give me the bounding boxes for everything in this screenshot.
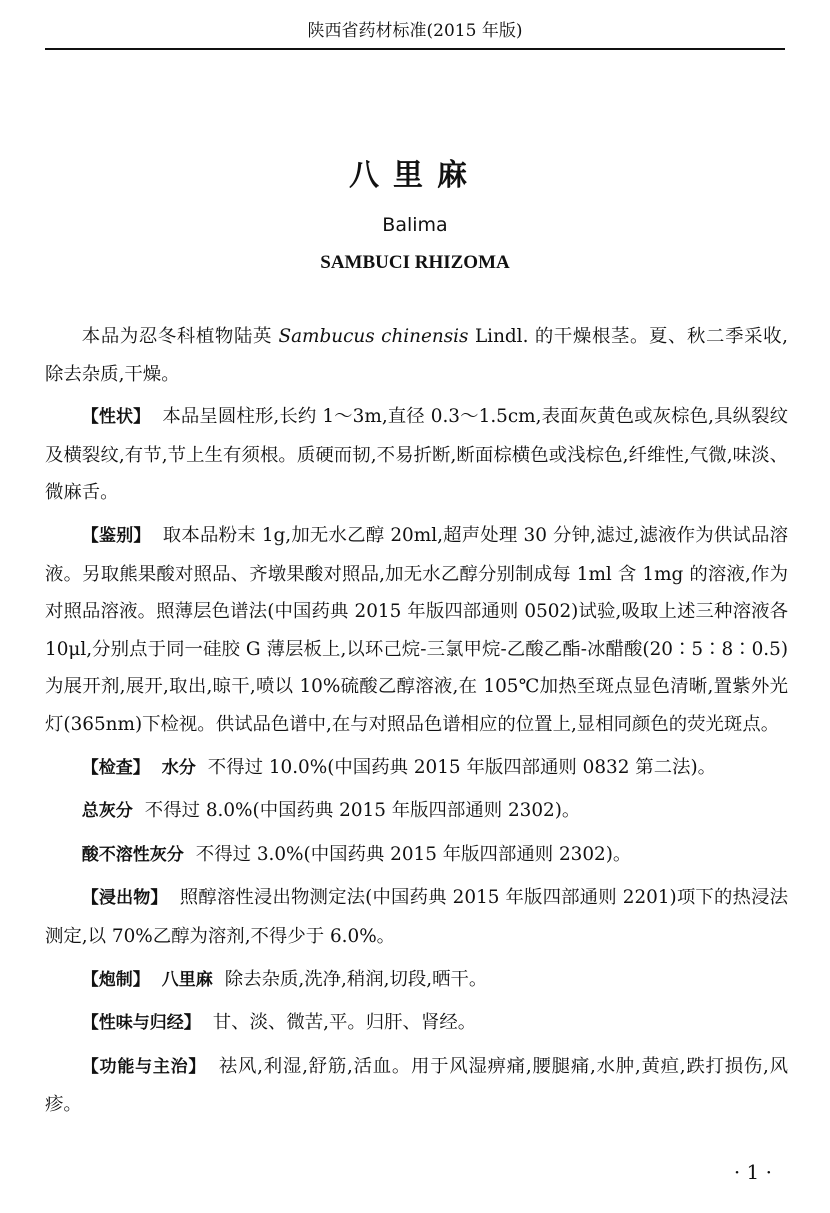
water-label: 水分 xyxy=(161,757,196,778)
total-ash-line xyxy=(45,792,788,831)
section-label: 【功能与主治】 xyxy=(81,1056,207,1077)
section-text: 取本品粉末 1g,加无水乙醇 20ml,超声处理 30 分钟,滤过,滤液作为供试品溶液。另取熊果酸对照品、齐墩果酸对照品,加无水乙醇分别制成每 1ml 含 1mg 的溶液,作为对照品溶液。照薄层色谱法(中国药典 2015 年版四部通则 0502)试验,吸取上述三种溶液各 10μl,分别点于同一硅胶 G 薄层板上,以环己烷-三氯甲烷-乙酸乙酯-冰醋酸(20∶5∶8∶0.5)为展开剂,展开,取出,晾干,喷以 10%硫酸乙醇溶液,在 105℃加热至斑点显色清晰,置紫外光灯(365nm)下检视。供试品色谱中,在与对照品色谱相应的位置上,显相同颜色的荧光斑点。 xyxy=(45,524,788,735)
section-xingzhuang xyxy=(45,398,788,512)
intro-post: Lindl. 的干燥根茎。夏、秋二季采收,除去杂质,干燥。 xyxy=(45,326,788,385)
section-gongneng xyxy=(45,1048,788,1124)
acid-ash-line xyxy=(45,836,788,875)
section-label: 【性状】 xyxy=(81,407,151,428)
section-text: 本品呈圆柱形,长约 1～3m,直径 0.3～1.5cm,表面灰黄色或灰棕色,具纵裂纹及横裂纹,有节,节上生有须根。质硬而韧,不易折断,断面棕横色或浅棕色,纤维性,气微,味淡、微麻舌。 xyxy=(45,406,788,504)
monograph-title: 八里麻 xyxy=(349,158,481,193)
pinyin-name: Balima xyxy=(382,214,448,236)
intro-pre: 本品为忍冬科植物陆英 xyxy=(81,326,279,347)
latin-name: SAMBUCI RHIZOMA xyxy=(320,252,510,273)
section-label: 【炮制】 xyxy=(81,969,150,990)
ash-label: 总灰分 xyxy=(81,801,133,822)
section-jianbie xyxy=(45,517,788,744)
section-label: 【性味与归经】 xyxy=(81,1013,201,1034)
monograph-body xyxy=(45,318,788,1129)
ash-text: 不得过 8.0%(中国药典 2015 年版四部通则 2302)。 xyxy=(144,800,581,822)
section-label: 【检查】 xyxy=(81,757,150,778)
section-label: 【浸出物】 xyxy=(81,888,168,909)
section-text: 甘、淡、微苦,平。归肝、肾经。 xyxy=(212,1012,477,1034)
water-text: 不得过 10.0%(中国药典 2015 年版四部通则 0832 第二法)。 xyxy=(207,756,717,778)
section-text: 除去杂质,洗净,稍润,切段,晒干。 xyxy=(224,968,488,990)
section-paozhi xyxy=(45,961,788,1000)
section-text: 祛风,利湿,舒筋,活血。用于风湿痹痛,腰腿痛,水肿,黄疸,跌打损伤,风疹。 xyxy=(45,1055,788,1116)
species-name: Sambucus chinensis xyxy=(278,326,469,347)
paozhi-sub-label: 八里麻 xyxy=(161,969,213,990)
section-label: 【鉴别】 xyxy=(81,525,151,546)
intro-paragraph xyxy=(45,318,788,393)
page-number: · 1 · xyxy=(733,1160,772,1184)
section-xingwei xyxy=(45,1004,788,1043)
running-header: 陕西省药材标准(2015 年版) xyxy=(45,14,785,50)
section-jinchuwu xyxy=(45,879,788,955)
acid-ash-label: 酸不溶性灰分 xyxy=(81,844,184,865)
section-text: 照醇溶性浸出物测定法(中国药典 2015 年版四部通则 2201)项下的热浸法测定,以 70%乙醇为溶剂,不得少于 6.0%。 xyxy=(45,887,789,947)
acid-ash-text: 不得过 3.0%(中国药典 2015 年版四部通则 2302)。 xyxy=(195,843,632,865)
section-jiancha xyxy=(45,749,788,788)
